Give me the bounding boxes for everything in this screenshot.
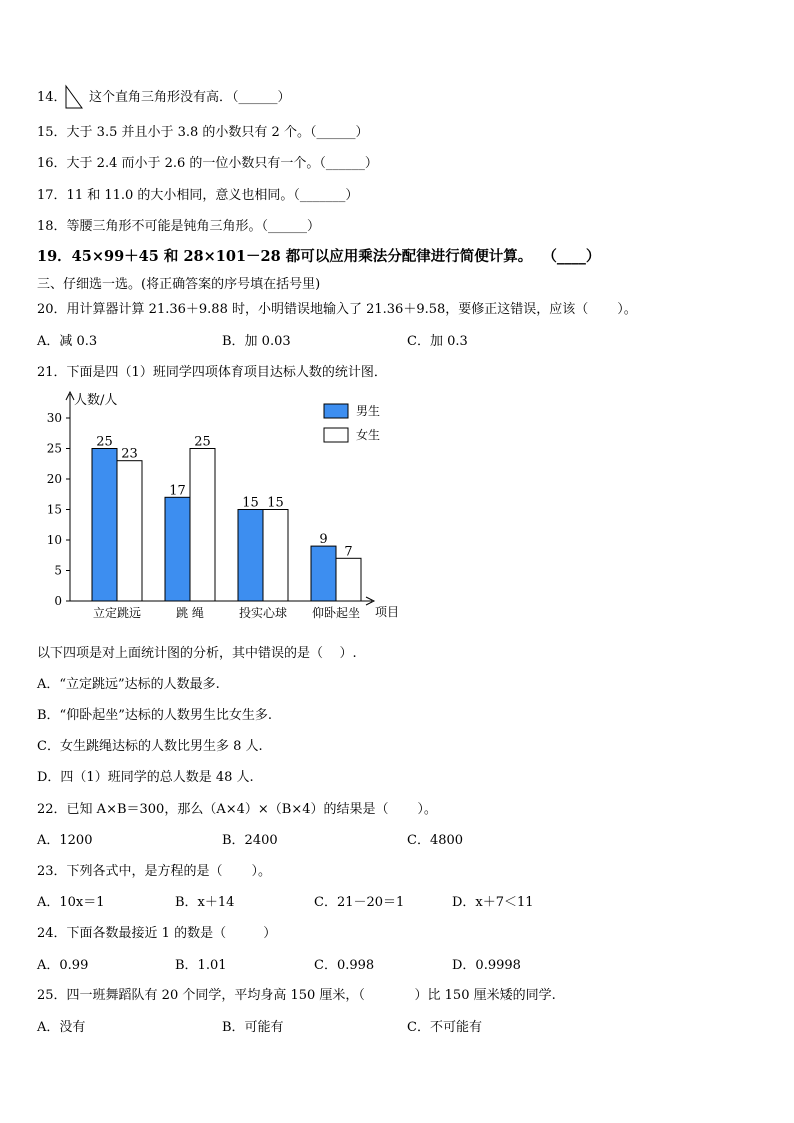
- bar-value-label: 17: [169, 483, 186, 499]
- legend-swatch-boys: [324, 404, 348, 418]
- x-axis-label: 项目: [375, 605, 400, 619]
- question-17: 17．11 和 11.0 的大小相同，意义也相同。（_______）: [37, 188, 359, 203]
- y-tick-label: 10: [46, 533, 62, 547]
- question-16: 16．大于 2.4 而小于 2.6 的一位小数只有一个。（______）: [37, 156, 378, 171]
- bar-boys: [238, 510, 263, 602]
- q25-option-c: C．不可能有: [407, 1020, 482, 1035]
- q21-option-b: B．“仰卧起坐”达标的人数男生比女生多.: [37, 708, 272, 723]
- q21-option-a: A．“立定跳远”达标的人数最多.: [37, 677, 220, 692]
- question-18: 18．等腰三角形不可能是钝角三角形。（______）: [37, 219, 321, 234]
- q23-option-c: C．21－20＝1: [314, 895, 405, 910]
- bar-girls: [263, 510, 288, 602]
- q24-option-b: B．1.01: [175, 958, 227, 973]
- q20-option-b: B．加 0.03: [222, 334, 291, 349]
- question-19: 19．45×99＋45 和 28×101－28 都可以应用乘法分配律进行简便计算。 （____）: [37, 248, 601, 265]
- legend-label-girls: 女生: [356, 428, 381, 442]
- legend-label-boys: 男生: [356, 404, 381, 418]
- x-tick-label: 跳 绳: [176, 606, 204, 620]
- bar-girls: [336, 558, 361, 601]
- question-15: 15．大于 3.5 并且小于 3.8 的小数只有 2 个。（______）: [37, 125, 369, 140]
- x-tick-label: 仰卧起坐: [311, 606, 361, 620]
- bar-girls: [190, 449, 215, 602]
- question-23-stem: 23．下列各式中，是方程的是（ ）。: [37, 864, 271, 879]
- question-21-stem: 21．下面是四（1）班同学四项体育项目达标人数的统计图．: [37, 365, 387, 380]
- q25-option-b: B．可能有: [222, 1020, 284, 1035]
- q14-text: 这个直角三角形没有高．（______）: [89, 90, 291, 105]
- bar-value-label: 15: [242, 495, 259, 511]
- bar-value-label: 9: [319, 532, 328, 548]
- y-tick-label: 25: [46, 441, 62, 456]
- q23-option-b: B．x＋14: [175, 895, 235, 910]
- bar-value-label: 23: [121, 446, 138, 462]
- bar-value-label: 7: [344, 544, 353, 560]
- bar-value-label: 15: [267, 495, 284, 511]
- question-20-stem: 20．用计算器计算 21.36＋9.88 时，小明错误地输入了 21.36＋9.58，要修正这错误，应该（ ）。: [37, 302, 637, 317]
- y-tick-label: 5: [54, 563, 62, 578]
- question-22-stem: 22．已知 A×B＝300，那么（A×4）×（B×4）的结果是（ ）。: [37, 802, 437, 817]
- bar-boys: [92, 449, 117, 602]
- q14-number: 14．: [37, 90, 67, 105]
- y-tick-label: 0: [54, 594, 62, 608]
- q24-option-d: D．0.9998: [452, 958, 521, 973]
- q24-option-a: A．0.99: [37, 958, 89, 973]
- section-3-heading: 三、仔细选一选。(将正确答案的序号填在括号里): [37, 277, 321, 292]
- legend-swatch-girls: [324, 428, 348, 442]
- q24-option-c: C．0.998: [314, 958, 375, 973]
- q21-option-c: C．女生跳绳达标的人数比男生多 8 人.: [37, 739, 263, 754]
- y-tick-label: 20: [46, 472, 62, 486]
- question-21-analysis: 以下四项是对上面统计图的分析，其中错误的是（ ）.: [37, 646, 357, 661]
- question-24-stem: 24．下面各数最接近 1 的数是（ ）: [37, 926, 277, 941]
- y-axis-label: 人数/人: [74, 393, 118, 408]
- bar-girls: [117, 461, 142, 601]
- q22-option-a: A．1200: [37, 833, 93, 848]
- x-tick-label: 投实心球: [238, 606, 288, 620]
- y-tick-label: 30: [46, 411, 62, 425]
- bar-chart: [40, 388, 410, 626]
- q20-option-a: A．减 0.3: [37, 334, 98, 349]
- bar-value-label: 25: [96, 434, 113, 450]
- q22-option-b: B．2400: [222, 833, 278, 848]
- q23-option-d: D．x＋7＜11: [452, 895, 534, 910]
- bar-boys: [311, 546, 336, 601]
- q22-option-c: C．4800: [407, 833, 464, 848]
- bar-value-label: 25: [194, 434, 211, 450]
- bar-boys: [165, 497, 190, 601]
- question-25-stem: 25．四一班舞蹈队有 20 个同学，平均身高 150 厘米，（ ）比 150 厘米矮的同学.: [37, 988, 556, 1003]
- q20-option-c: C．加 0.3: [407, 334, 468, 349]
- q25-option-a: A．没有: [37, 1020, 86, 1035]
- q21-option-d: D．四（1）班同学的总人数是 48 人.: [37, 770, 254, 785]
- q23-option-a: A．10x＝1: [37, 895, 105, 910]
- right-triangle-icon: [64, 84, 84, 110]
- y-tick-label: 15: [46, 502, 62, 517]
- x-tick-label: 立定跳远: [92, 606, 142, 620]
